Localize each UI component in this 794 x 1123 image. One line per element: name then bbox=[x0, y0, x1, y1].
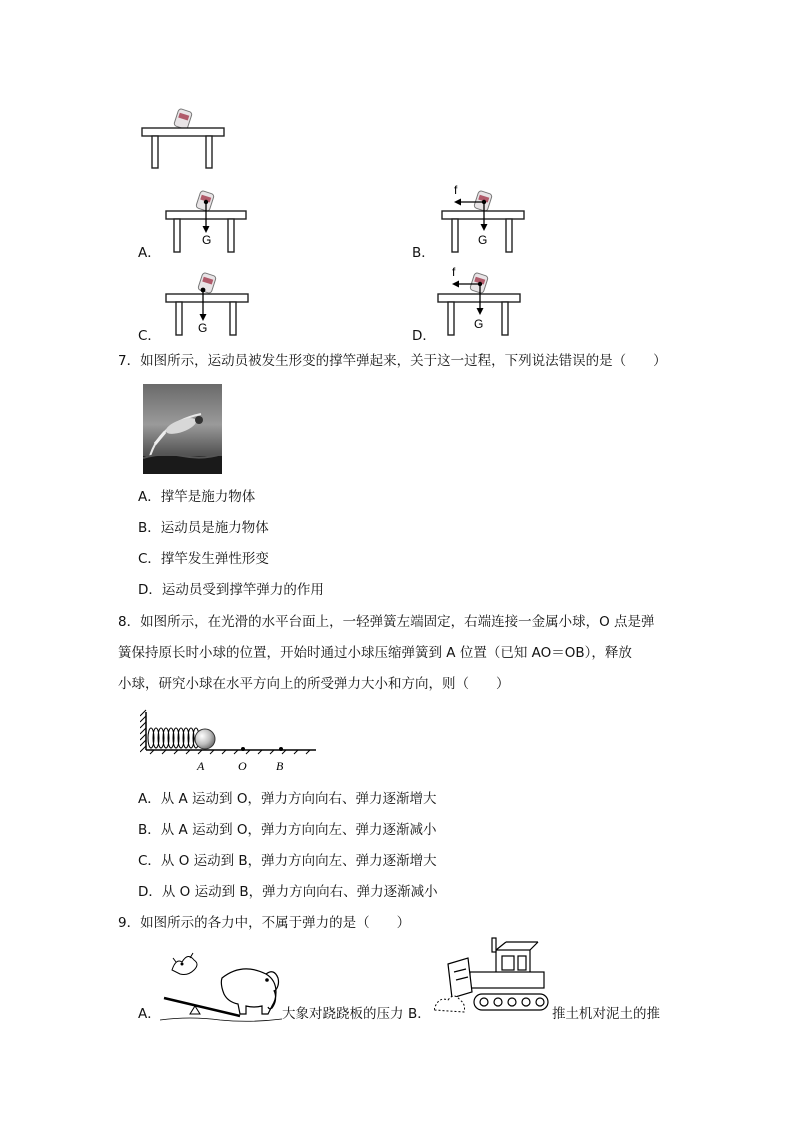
q6-c-g-label: G bbox=[198, 321, 208, 335]
q6-d-g-label: G bbox=[474, 317, 484, 331]
q7-pole-vault-photo bbox=[143, 384, 222, 474]
q7-option-d: D．运动员受到撑竿弹力的作用 bbox=[138, 582, 324, 598]
q7-option-a: A．撑竿是施力物体 bbox=[138, 489, 256, 505]
q8-option-c: C．从 O 运动到 B，弹力方向向左、弹力逐渐增大 bbox=[138, 853, 437, 869]
q9-elephant-seesaw-illustration bbox=[160, 948, 282, 1024]
q8-stem-line-3: 小球，研究小球在水平方向上的所受弹力大小和方向，则（ ） bbox=[118, 676, 510, 692]
q8-option-b: B．从 A 运动到 O，弹力方向向左、弹力逐渐减小 bbox=[138, 822, 437, 838]
q6-reference-figure bbox=[138, 104, 230, 170]
q6-option-d-label: D． bbox=[412, 328, 436, 344]
q8-option-a: A．从 A 运动到 O，弹力方向向右、弹力逐渐增大 bbox=[138, 791, 437, 807]
q9-option-b-label: B． bbox=[408, 1006, 431, 1022]
q6-option-b-label: B． bbox=[412, 245, 435, 261]
q6-option-a-label: A． bbox=[138, 245, 161, 261]
q6-option-c-figure bbox=[162, 270, 254, 336]
q9-option-a-text: 大象对跷跷板的压力 bbox=[282, 1006, 404, 1022]
q6-option-d-figure bbox=[434, 262, 526, 336]
q6-option-a-figure bbox=[160, 188, 252, 254]
q6-option-c-label: C． bbox=[138, 328, 161, 344]
q6-option-b-figure bbox=[438, 180, 530, 254]
q6-b-f-label: f bbox=[454, 183, 458, 197]
q8-stem-line-1: 8．如图所示，在光滑的水平台面上，一轻弹簧左端固定，右端连接一金属小球，O 点是弹 bbox=[118, 614, 655, 630]
q6-a-g-label: G bbox=[202, 233, 212, 247]
q8-point-a-label: A bbox=[197, 759, 205, 773]
q7-option-b: B．运动员是施力物体 bbox=[138, 520, 269, 536]
q9-option-b-text: 推土机对泥土的推 bbox=[552, 1006, 660, 1022]
q8-spring-diagram bbox=[140, 708, 320, 776]
q8-point-b-label: B bbox=[276, 759, 284, 773]
q6-d-f-label: f bbox=[452, 265, 456, 279]
q9-bulldozer-illustration bbox=[434, 936, 552, 1022]
q9-option-a-label: A． bbox=[138, 1006, 161, 1022]
q8-stem-line-2: 簧保持原长时小球的位置，开始时通过小球压缩弹簧到 A 位置（已知 AO＝OB），释放 bbox=[118, 645, 632, 661]
q7-stem: 7．如图所示，运动员被发生形变的撑竿弹起来，关于这一过程，下列说法错误的是（ ） bbox=[118, 353, 667, 369]
q9-stem: 9．如图所示的各力中，不属于弹力的是（ ） bbox=[118, 915, 411, 931]
q7-option-c: C．撑竿发生弹性形变 bbox=[138, 551, 269, 567]
q6-b-g-label: G bbox=[478, 233, 488, 247]
q8-point-o-label: O bbox=[238, 759, 247, 773]
q8-option-d: D．从 O 运动到 B，弹力方向向右、弹力逐渐减小 bbox=[138, 884, 438, 900]
